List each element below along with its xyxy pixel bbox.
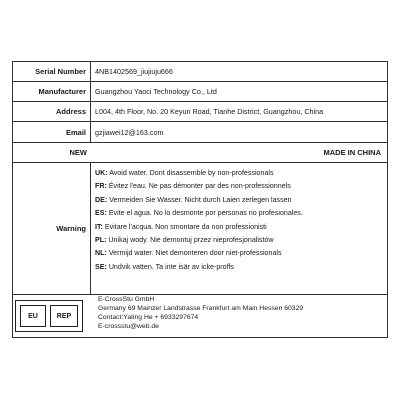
email-value: gzjiawei12@163.com (95, 127, 164, 137)
warning-label: Warning (13, 163, 91, 294)
eu-rep-email: E-crossstu@web.de (98, 323, 159, 330)
warning-line-se (95, 261, 385, 274)
warning-text: Evitare l'acqua. Non smontare da non professionisti (104, 222, 267, 231)
serial-number-row (13, 62, 387, 82)
serial-number-label: Serial Number (13, 62, 91, 81)
made-in-label: MADE IN CHINA (323, 148, 381, 157)
new-label: NEW (69, 148, 87, 157)
language-code: NL: (95, 249, 107, 258)
warning-line-fr (95, 180, 385, 193)
address-value: L004, 4th Floor, No. 20 Keyun Road, Tianhe District, Guangzhou, China (95, 107, 324, 116)
language-code: DE: (95, 195, 108, 204)
origin-row (13, 143, 387, 163)
manufacturer-value: Guangzhou Yaoci Technology Co., Ltd (95, 87, 217, 96)
manufacturer-row (13, 82, 387, 102)
language-code: UK: (95, 169, 108, 177)
warning-text: Vermeiden Sie Wasser. Nicht durch Laien zerlegen lassen (109, 195, 292, 204)
language-code: FR: (95, 182, 107, 191)
address-row (13, 102, 387, 122)
eu-symbol-box: EU (20, 305, 46, 327)
manufacturer-label: Manufacturer (13, 82, 91, 101)
eu-rep-company: E-CrossStu GmbH (98, 296, 155, 303)
eu-rep-details (98, 295, 303, 331)
warning-text: Évitez l'eau. Ne pas démonter par des non-professionnels (108, 182, 291, 191)
warning-row (13, 163, 387, 295)
eu-rep-symbol (15, 300, 83, 332)
warning-line-de (95, 194, 385, 207)
language-code: PL: (95, 235, 107, 244)
warning-text: Avoid water. Dont disassemble by non-professionals (109, 169, 274, 177)
warning-text: Undvik vatten. Ta inte isär av icke-proffs (108, 262, 234, 271)
language-code: ES: (95, 209, 107, 218)
eu-representative-section (12, 294, 388, 338)
language-code: SE: (95, 262, 107, 271)
warning-line-pl (95, 234, 385, 247)
eu-rep-contact: Contact:Yating He + 6933297674 (98, 314, 199, 321)
warning-line-nl (95, 247, 385, 260)
serial-number-value: 4NB1402569_jiujiuju666 (95, 67, 173, 76)
warning-text: Vermijd water. Niet demonteren door niet-professionals (108, 249, 282, 258)
rep-symbol-box: REP (50, 305, 78, 327)
eu-rep-address: Germany 69 Mainzer Landstrasse Frankfurt am Main Hessen 60329 (98, 305, 304, 312)
address-label: Address (13, 102, 91, 121)
language-code: IT: (95, 222, 103, 231)
warning-text: Evite el agua. No lo desmonte por personas no profesionales. (108, 209, 303, 218)
warning-line-es (95, 207, 385, 220)
warning-line-it (95, 221, 385, 234)
warning-text-block (95, 167, 385, 274)
email-row (13, 122, 387, 143)
email-label: Email (13, 122, 91, 142)
warning-line-uk (95, 167, 385, 180)
warning-text: Unikaj wody. Nie demontuj przez nieprofesjonalistów (108, 235, 274, 244)
